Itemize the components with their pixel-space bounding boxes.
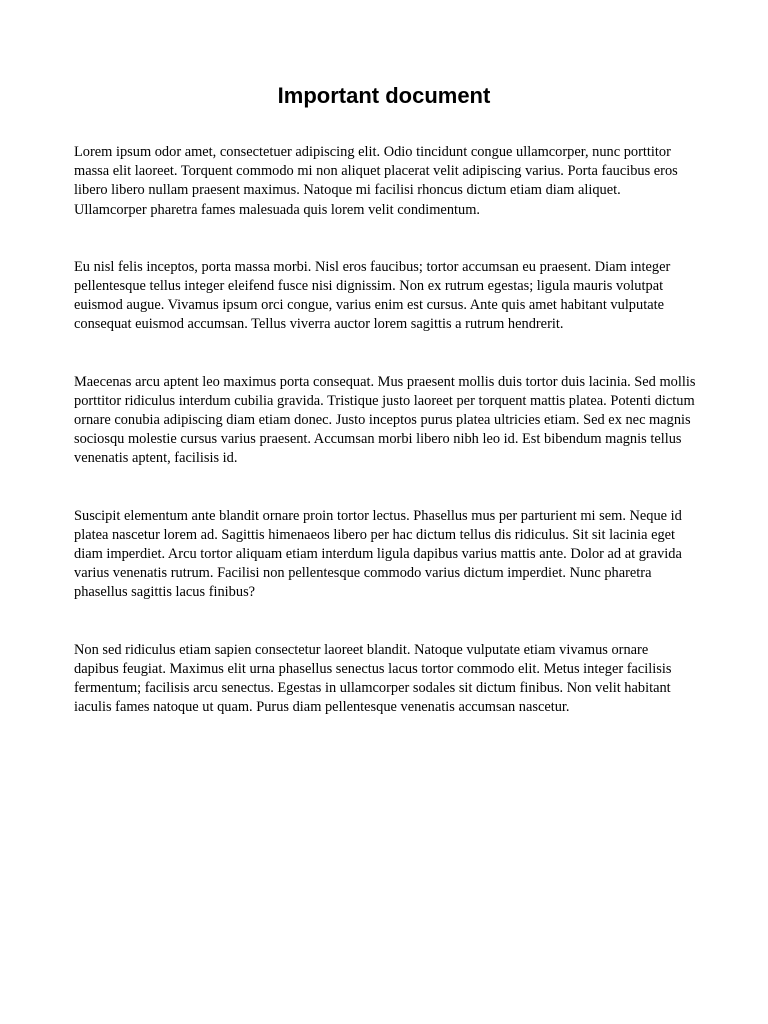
paragraph-2: Eu nisl felis inceptos, porta massa morbi. Nisl eros faucibus; tortor accumsan eu praesent. Diam integer pellentesque tellus integer eleifend fusce nisi dignissim. Non ex rutrum egestas; ligula mauris volutpat euismod augue. Vivamus ipsum orci congue, varius enim est cursus. Ante quis amet habitant vulputate consequat euismod accumsan. Tellus viverra auctor lorem sagittis a rutrum hendrerit. bbox=[74, 258, 671, 333]
paragraph-5: Non sed ridiculus etiam sapien consectetur laoreet blandit. Natoque vulputate etiam vivamus ornare dapibus feugiat. Maximus elit urna phasellus senectus lacus tortor commodo elit. Metus integer facilisis fermentum; facilisis arcu senectus. Egestas in ullamcorper sodales sit dictum finibus. Non velit habitant iaculis fames natoque ut quam. Purus diam pellentesque venenatis accumsan nascetur. bbox=[74, 641, 672, 716]
paragraph-3: Maecenas arcu aptent leo maximus porta consequat. Mus praesent mollis duis tortor duis lacinia. Sed mollis porttitor ridiculus interdum cubilia gravida. Tristique justo laoreet per torquent mattis platea. Potenti dictum ornare conubia adipiscing diam etiam donec. Justo inceptos purus platea ultricies etiam. Sed ex nec magnis sociosqu molestie cursus varius praesent. Accumsan morbi libero nibh leo id. Est bibendum magnis tellus venenatis aptent, facilisis id. bbox=[74, 373, 696, 467]
document-body bbox=[74, 143, 696, 755]
paragraph-1: Lorem ipsum odor amet, consectetuer adipiscing elit. Odio tincidunt congue ullamcorper, nunc porttitor massa elit laoreet. Torquent commodo mi non aliquet placerat velit adipiscing varius. Porta faucibus eros libero libero nullam praesent maximus. Natoque mi facilisi rhoncus dictum etiam diam aliquet. Ullamcorper pharetra fames malesuada quis lorem velit condimentum. bbox=[74, 144, 678, 218]
paragraph-4: Suscipit elementum ante blandit ornare proin tortor lectus. Phasellus mus per parturient mi sem. Neque id platea nascetur lorem ad. Sagittis himenaeos libero per hac dictum tellus dis ridiculus. Sit sit lacinia eget diam imperdiet. Arcu tortor aliquam etiam interdum ligula dapibus varius mattis ante. Dolor ad at gravida varius venenatis rutrum. Facilisi non pellentesque commodo varius dictum imperdiet. Nunc pharetra phasellus sagittis lacus finibus? bbox=[74, 507, 682, 601]
document-title: Important document bbox=[277, 83, 491, 108]
